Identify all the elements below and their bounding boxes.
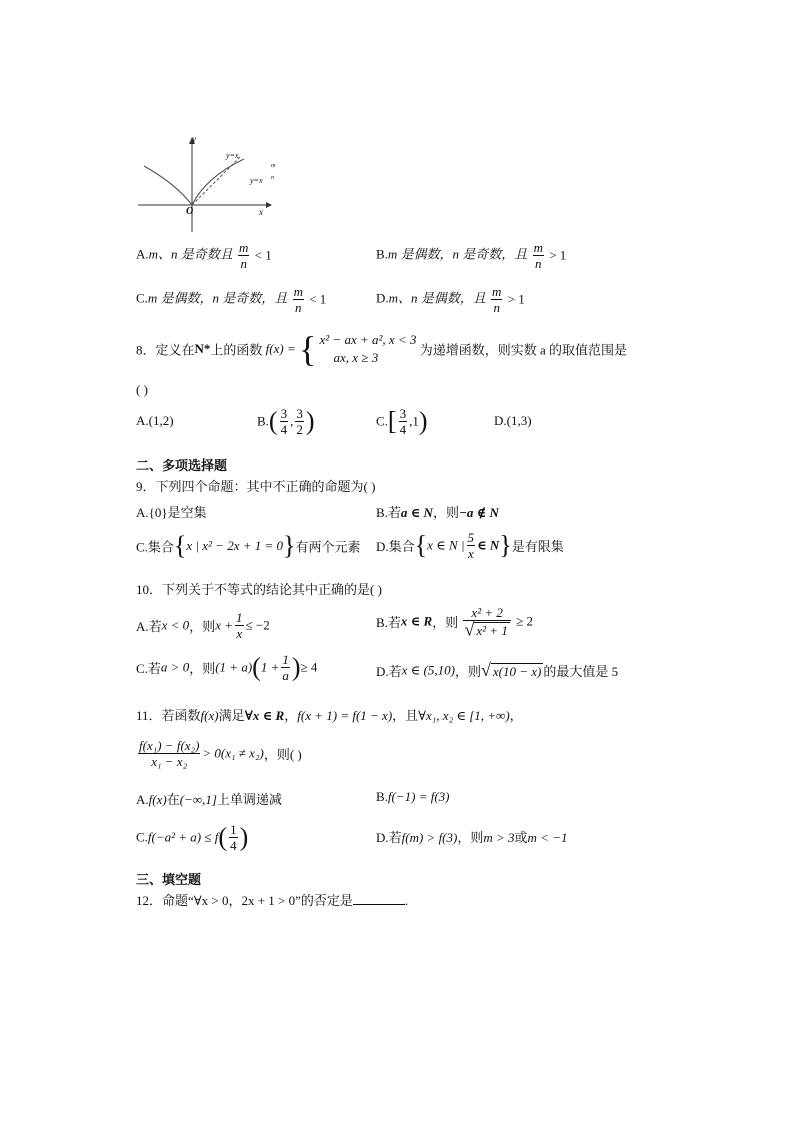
q10-option-a[interactable]: A.若x < 0，则x + $\frac{1}{x}$ ≤ −2 bbox=[136, 610, 270, 641]
q9-option-c[interactable]: C.集合{x | x² − 2x + 1 = 0}有两个元素 bbox=[136, 531, 361, 560]
graph-x-label: x bbox=[259, 207, 263, 217]
q10-option-b[interactable]: B.若x ∈ R，则 $\frac{\text{x² + 2}}{\text{√ x² + 1}}$ ≥ 2 bbox=[376, 605, 533, 640]
fraction: $\frac{m}{n}$ bbox=[293, 284, 303, 315]
answer-blank[interactable] bbox=[353, 892, 405, 905]
q12-stem: 12．命题“∀x > 0，2x + 1 > 0”的否定是 . bbox=[136, 893, 409, 908]
q11-option-a[interactable]: A.f(x)在(−∞,1]上单调递减 bbox=[136, 792, 282, 807]
q9-option-d[interactable]: D.集合{x ∈ N | $\frac{5}{x}$ ∈ N}是有限集 bbox=[376, 530, 564, 561]
graph-exp-num: m bbox=[271, 163, 276, 169]
q11-condition: $\frac{\text{f(x₁) − f(x₂)}}{\text{x₁ − x₂}}$ > 0(x₁ ≠ x₂)，则( ) bbox=[139, 738, 302, 769]
q10-stem: 10．下列关于不等式的结论其中正确的是( ) bbox=[136, 582, 382, 597]
q7-option-c[interactable]: C.m 是偶数，n 是奇数，且 $\frac{m}{n}$ < 1 bbox=[136, 284, 327, 315]
q10-option-c[interactable]: C.若a > 0，则(1 + a)(1 + $\frac{1}{a}$ )≥ 4 bbox=[136, 652, 318, 683]
q7-option-a[interactable]: A.m、n 是奇数且 $\frac{m}{n}$ < 1 bbox=[136, 240, 272, 271]
graph-exp-den: n bbox=[271, 175, 274, 181]
q11-option-b[interactable]: B.f(−1) = f(3) bbox=[376, 789, 450, 804]
q8-option-d[interactable]: D.(1,3) bbox=[494, 413, 532, 429]
q11-option-d[interactable]: D.若f(m) > f(3)，则m > 3或m < −1 bbox=[376, 830, 568, 845]
section-heading-fill-in: 三、填空题 bbox=[136, 873, 202, 888]
x-axis-arrow bbox=[266, 202, 272, 208]
identity-line bbox=[192, 156, 241, 205]
graph-origin-label: O bbox=[186, 206, 194, 217]
q9-option-b[interactable]: B.若a ∈ N，则−a ∉ N bbox=[376, 505, 499, 520]
q7-option-d[interactable]: D.m、n 是偶数，且 $\frac{m}{n}$ > 1 bbox=[376, 284, 525, 315]
q8-option-c[interactable]: C.[ $\frac{3}{4}$ ,1) bbox=[376, 406, 428, 437]
q8-option-a[interactable]: A.(1,2) bbox=[136, 413, 174, 429]
q11-option-c[interactable]: C.f(−a² + a) ≤ f( $\frac{1}{4}$ ) bbox=[136, 822, 249, 853]
q9-stem: 9．下列四个命题：其中不正确的命题为( ) bbox=[136, 479, 376, 494]
q9-option-a[interactable]: A.{0}是空集 bbox=[136, 505, 207, 520]
q8-option-b[interactable]: B.( $\frac{3}{4}$ , $\frac{3}{2}$ ) bbox=[257, 406, 315, 437]
q10-option-d[interactable]: D.若x ∈ (5,10)，则√ x(10 − x) 的最大值是 5 bbox=[376, 660, 619, 680]
section-heading-multiple-choice: 二、多项选择题 bbox=[136, 459, 228, 474]
fraction: $\frac{m}{n}$ bbox=[492, 284, 502, 315]
fraction: $\frac{m}{n}$ bbox=[533, 240, 543, 271]
graph-y-label: y bbox=[192, 134, 196, 144]
q7-option-b[interactable]: B.m 是偶数，n 是奇数，且 $\frac{m}{n}$ > 1 bbox=[376, 240, 567, 271]
fraction: $\frac{m}{n}$ bbox=[239, 240, 249, 271]
q8-paren: ( ) bbox=[136, 382, 148, 397]
graph-identity-label: y=x bbox=[226, 151, 239, 160]
q8-stem: 8．定义在N*上的函数 f(x) = { x² − ax + a², x < 3 ax, x ≥ 3 为递增函数，则实数 a 的取值范围是 bbox=[136, 329, 627, 369]
q11-stem: 11．若函数f(x)满足∀x ∈ R，f(x + 1) = f(1 − x)，且∀x₁, x₂ ∈ [1, +∞)， bbox=[136, 708, 523, 723]
graph-power-label: y=x bbox=[250, 176, 263, 185]
power-curve bbox=[144, 159, 244, 205]
